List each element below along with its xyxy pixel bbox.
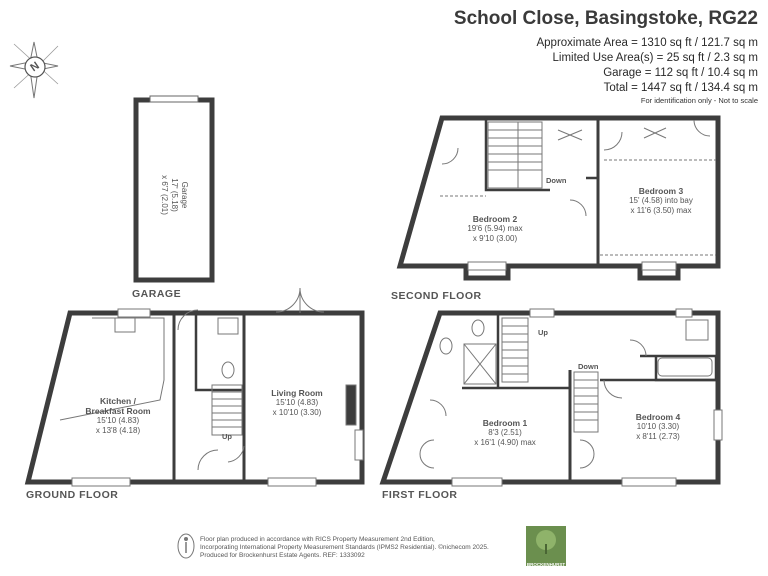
total-area: Total = 1447 sq ft / 134.4 sq m xyxy=(603,82,758,94)
footer-line-1: Floor plan produced in accordance with RICS Property Measurement 2nd Edition, xyxy=(200,536,435,543)
logo-text: BROCKENHURST xyxy=(526,562,566,567)
room-name: Bedroom 4 xyxy=(635,412,681,422)
room-dim-2: x 8'11 (2.73) xyxy=(636,432,680,441)
room-dim-2: x 11'6 (3.50) max xyxy=(630,206,692,215)
room-name: Kitchen / xyxy=(100,396,136,406)
footer-text xyxy=(200,536,530,560)
accessibility-icon xyxy=(178,534,194,558)
compass-north-label: N xyxy=(28,59,42,75)
room-name: Bedroom 2 xyxy=(472,214,518,224)
room-dim-2: x 9'10 (3.00) xyxy=(472,234,518,243)
room-bedroom-4 xyxy=(606,412,710,442)
room-dim-1: 15'10 (4.83) xyxy=(96,416,140,425)
stairs-down-second: Down xyxy=(546,176,567,185)
footer-line-2: Incorporating International Property Measurement Standards (IPMS2 Residential). ©nichecom 2025. xyxy=(200,544,489,551)
room-name: Garage xyxy=(180,181,189,209)
room-dim-1: 15' (4.58) into bay xyxy=(629,196,693,205)
room-dim-2: x 13'8 (4.18) xyxy=(95,426,141,435)
room-bedroom-2 xyxy=(440,214,550,244)
footer-line-3: Produced for Brockenhurst Estate Agents. REF: 1333092 xyxy=(200,552,365,559)
room-dim-1: 19'6 (5.94) max xyxy=(467,224,523,233)
room-name: Living Room xyxy=(271,388,323,398)
room-dim-2: x 16'1 (4.90) max xyxy=(474,438,536,447)
room-name-2: Breakfast Room xyxy=(85,406,151,416)
room-name: Bedroom 3 xyxy=(638,186,684,196)
room-dim-1: 10'10 (3.30) xyxy=(636,422,680,431)
floor-label-garage: GARAGE xyxy=(132,288,182,300)
room-dim-1: 8'3 (2.51) xyxy=(488,428,522,437)
limited-use-area: Limited Use Area(s) = 25 sq ft / 2.3 sq m xyxy=(552,52,758,64)
brockenhurst-logo xyxy=(526,526,566,566)
approximate-area: Approximate Area = 1310 sq ft / 121.7 sq m xyxy=(536,37,758,49)
floor-label-ground: GROUND FLOOR xyxy=(26,489,119,501)
room-dim-2: x 10'10 (3.30) xyxy=(272,408,322,417)
stairs-up-ground: Up xyxy=(222,432,232,441)
floor-label-second: SECOND FLOOR xyxy=(391,290,482,302)
room-dim-2: x 6'7 (2.01) xyxy=(160,175,169,215)
room-bedroom-3 xyxy=(606,186,716,216)
floor-label-first: FIRST FLOOR xyxy=(382,489,458,501)
room-dim-1: 17' (5.18) xyxy=(170,178,179,212)
room-garage xyxy=(159,151,189,239)
room-dim-1: 15'10 (4.83) xyxy=(275,398,319,407)
scale-note: For identification only - Not to scale xyxy=(640,96,758,105)
reference: REF: 1333092 xyxy=(322,552,365,559)
room-name: Bedroom 1 xyxy=(482,418,528,428)
room-kitchen xyxy=(72,396,164,436)
room-living xyxy=(250,388,344,418)
first-floor-walls xyxy=(383,313,718,482)
room-bedroom-1 xyxy=(450,418,560,448)
stairs-down-first: Down xyxy=(578,362,599,371)
ground-floor-details xyxy=(60,288,363,486)
property-title: School Close, Basingstoke, RG22 xyxy=(453,8,758,29)
garage-area: Garage = 112 sq ft / 10.4 sq m xyxy=(603,67,758,79)
copyright: ©nichecom 2025. xyxy=(438,544,489,551)
stairs-up-first: Up xyxy=(538,328,548,337)
